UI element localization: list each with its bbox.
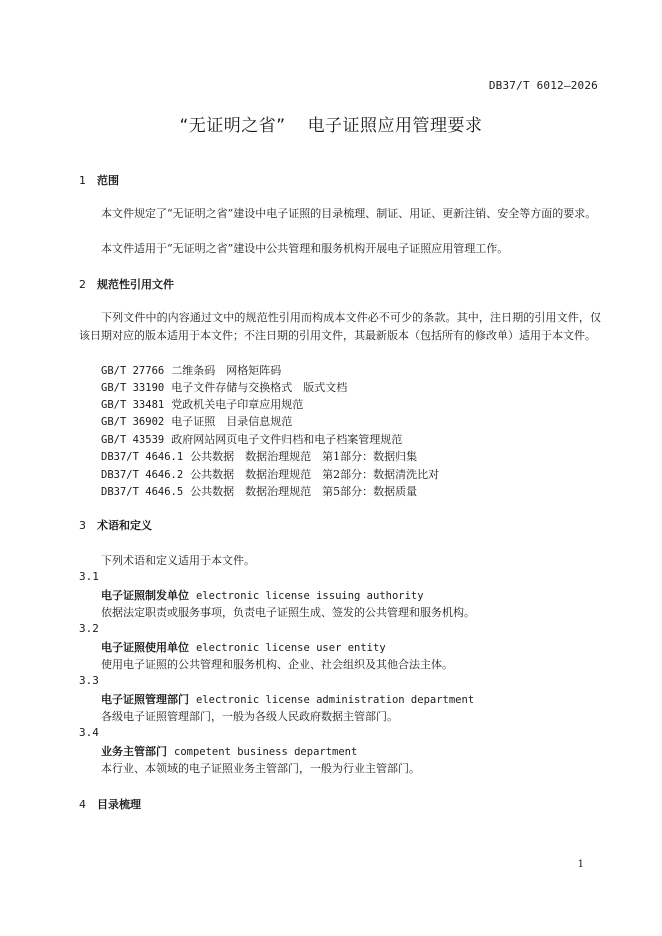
- term-definition: 本行业、本领域的电子证照业务主管部门，一般为行业主管部门。: [101, 762, 420, 775]
- section-2-intro: 下列文件中的内容通过文中的规范性引用而构成本文件必不可少的条款。其中，注日期的引用文件，仅该日期对应的版本适用于本文件；不注日期的引用文件，其最新版本（包括所有的修改单）适用于本文件。: [79, 311, 601, 342]
- term-number: 3.3: [79, 674, 99, 687]
- section-3-heading: 3 术语和定义: [79, 519, 152, 532]
- reference-item: DB37/T 4646.1 公共数据 数据治理规范 第1部分：数据归集: [101, 450, 418, 463]
- term-definition: 各级电子证照管理部门，一般为各级人民政府数据主管部门。: [101, 710, 398, 723]
- reference-item: DB37/T 4646.2 公共数据 数据治理规范 第2部分：数据清洗比对: [101, 468, 440, 481]
- term-title: 业务主管部门 competent business department: [101, 745, 358, 758]
- section-1-paragraph-1: 本文件规定了“无证明之省”建设中电子证照的目录梳理、制证、用证、更新注销、安全等方面的要求。: [101, 207, 597, 220]
- term-definition: 使用电子证照的公共管理和服务机构、企业、社会组织及其他合法主体。: [101, 658, 453, 671]
- reference-item: GB/T 33481 党政机关电子印章应用规范: [101, 398, 304, 411]
- document-code: DB37/T 6012—2026: [488, 79, 598, 92]
- term-title: 电子证照管理部门 electronic license administration department: [101, 693, 475, 706]
- section-1-heading: 1 范围: [79, 174, 119, 187]
- section-2-heading: 2 规范性引用文件: [79, 278, 174, 291]
- term-number: 3.2: [79, 622, 99, 635]
- title-part-2: 电子证照应用管理要求: [307, 116, 483, 136]
- section-3-intro: 下列术语和定义适用于本文件。: [101, 554, 255, 567]
- document-title: [0, 111, 662, 136]
- term-definition: 依据法定职责或服务事项，负责电子证照生成、签发的公共管理和服务机构。: [101, 606, 475, 619]
- reference-item: GB/T 36902 电子证照 目录信息规范: [101, 415, 293, 428]
- section-1-paragraph-2: 本文件适用于“无证明之省”建设中公共管理和服务机构开展电子证照应用管理工作。: [101, 242, 509, 255]
- title-part-1: “无证明之省”: [179, 116, 286, 136]
- page-number: 1: [577, 859, 584, 870]
- term-title: 电子证照使用单位 electronic license user entity: [101, 641, 386, 654]
- section-4-heading: 4 目录梳理: [79, 798, 141, 811]
- reference-item: GB/T 27766 二维条码 网格矩阵码: [101, 364, 282, 377]
- term-number: 3.4: [79, 726, 99, 739]
- term-title: 电子证照制发单位 electronic license issuing authority: [101, 589, 424, 602]
- reference-item: GB/T 33190 电子文件存储与交换格式 版式文档: [101, 381, 348, 394]
- reference-item: GB/T 43539 政府网站网页电子文件归档和电子档案管理规范: [101, 433, 403, 446]
- term-number: 3.1: [79, 570, 99, 583]
- reference-item: DB37/T 4646.5 公共数据 数据治理规范 第5部分：数据质量: [101, 485, 418, 498]
